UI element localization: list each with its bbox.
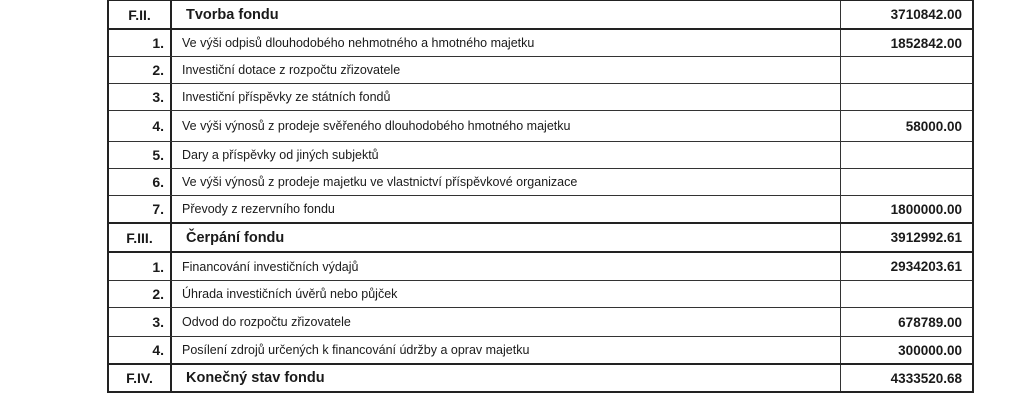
section-row-cerpani-fondu <box>109 222 972 251</box>
section-code: F.II. <box>109 1 172 28</box>
row-number: 3. <box>109 84 172 110</box>
row-number: 7. <box>109 196 172 222</box>
row-value: 58000.00 <box>905 118 962 134</box>
section-code: F.IV. <box>109 365 172 391</box>
row-number: 1. <box>109 30 172 56</box>
section-title: Konečný stav fondu <box>172 365 841 391</box>
section-title: Čerpání fondu <box>172 224 841 251</box>
table-row <box>109 195 972 222</box>
table-row <box>109 168 972 195</box>
section-title: Tvorba fondu <box>172 1 841 28</box>
row-value: 678789.00 <box>898 314 962 330</box>
row-value <box>841 169 972 195</box>
table-row <box>109 110 972 141</box>
table-row <box>109 141 972 168</box>
row-number: 2. <box>109 57 172 83</box>
section-row-tvorba-fondu <box>109 0 972 28</box>
table-row <box>109 251 972 280</box>
row-value <box>841 57 972 83</box>
row-label: Převody z rezervního fondu <box>172 196 841 222</box>
row-value: 300000.00 <box>898 342 962 358</box>
section-code: F.III. <box>109 224 172 251</box>
fund-table <box>107 0 974 393</box>
row-number: 2. <box>109 281 172 307</box>
table-row <box>109 307 972 336</box>
row-label: Ve výši výnosů z prodeje majetku ve vlastnictví příspěvkové organizace <box>172 169 841 195</box>
row-number: 1. <box>109 253 172 280</box>
section-total: 3710842.00 <box>890 7 962 22</box>
row-label: Odvod do rozpočtu zřizovatele <box>172 308 841 336</box>
table-row <box>109 280 972 307</box>
row-value: 2934203.61 <box>890 259 962 274</box>
table-row <box>109 28 972 56</box>
row-label: Ve výši výnosů z prodeje svěřeného dlouhodobého hmotného majetku <box>172 111 841 141</box>
row-number: 4. <box>109 337 172 363</box>
row-label: Ve výši odpisů dlouhodobého nehmotného a hmotného majetku <box>172 30 841 56</box>
row-number: 5. <box>109 142 172 168</box>
row-label: Úhrada investičních úvěrů nebo půjček <box>172 281 841 307</box>
row-number: 4. <box>109 111 172 141</box>
table-row <box>109 56 972 83</box>
row-label: Investiční příspěvky ze státních fondů <box>172 84 841 110</box>
row-number: 6. <box>109 169 172 195</box>
row-value: 1800000.00 <box>890 201 962 217</box>
row-label: Investiční dotace z rozpočtu zřizovatele <box>172 57 841 83</box>
row-value <box>841 142 972 168</box>
row-value: 1852842.00 <box>890 35 962 51</box>
row-value <box>841 84 972 110</box>
row-value <box>841 281 972 307</box>
section-total: 4333520.68 <box>890 370 962 386</box>
section-total: 3912992.61 <box>890 230 962 245</box>
row-number: 3. <box>109 308 172 336</box>
row-label: Dary a příspěvky od jiných subjektů <box>172 142 841 168</box>
section-row-konecny-stav-fondu <box>109 363 972 391</box>
row-label: Posílení zdrojů určených k financování údržby a oprav majetku <box>172 337 841 363</box>
table-row <box>109 83 972 110</box>
row-label: Financování investičních výdajů <box>172 253 841 280</box>
table-row <box>109 336 972 363</box>
